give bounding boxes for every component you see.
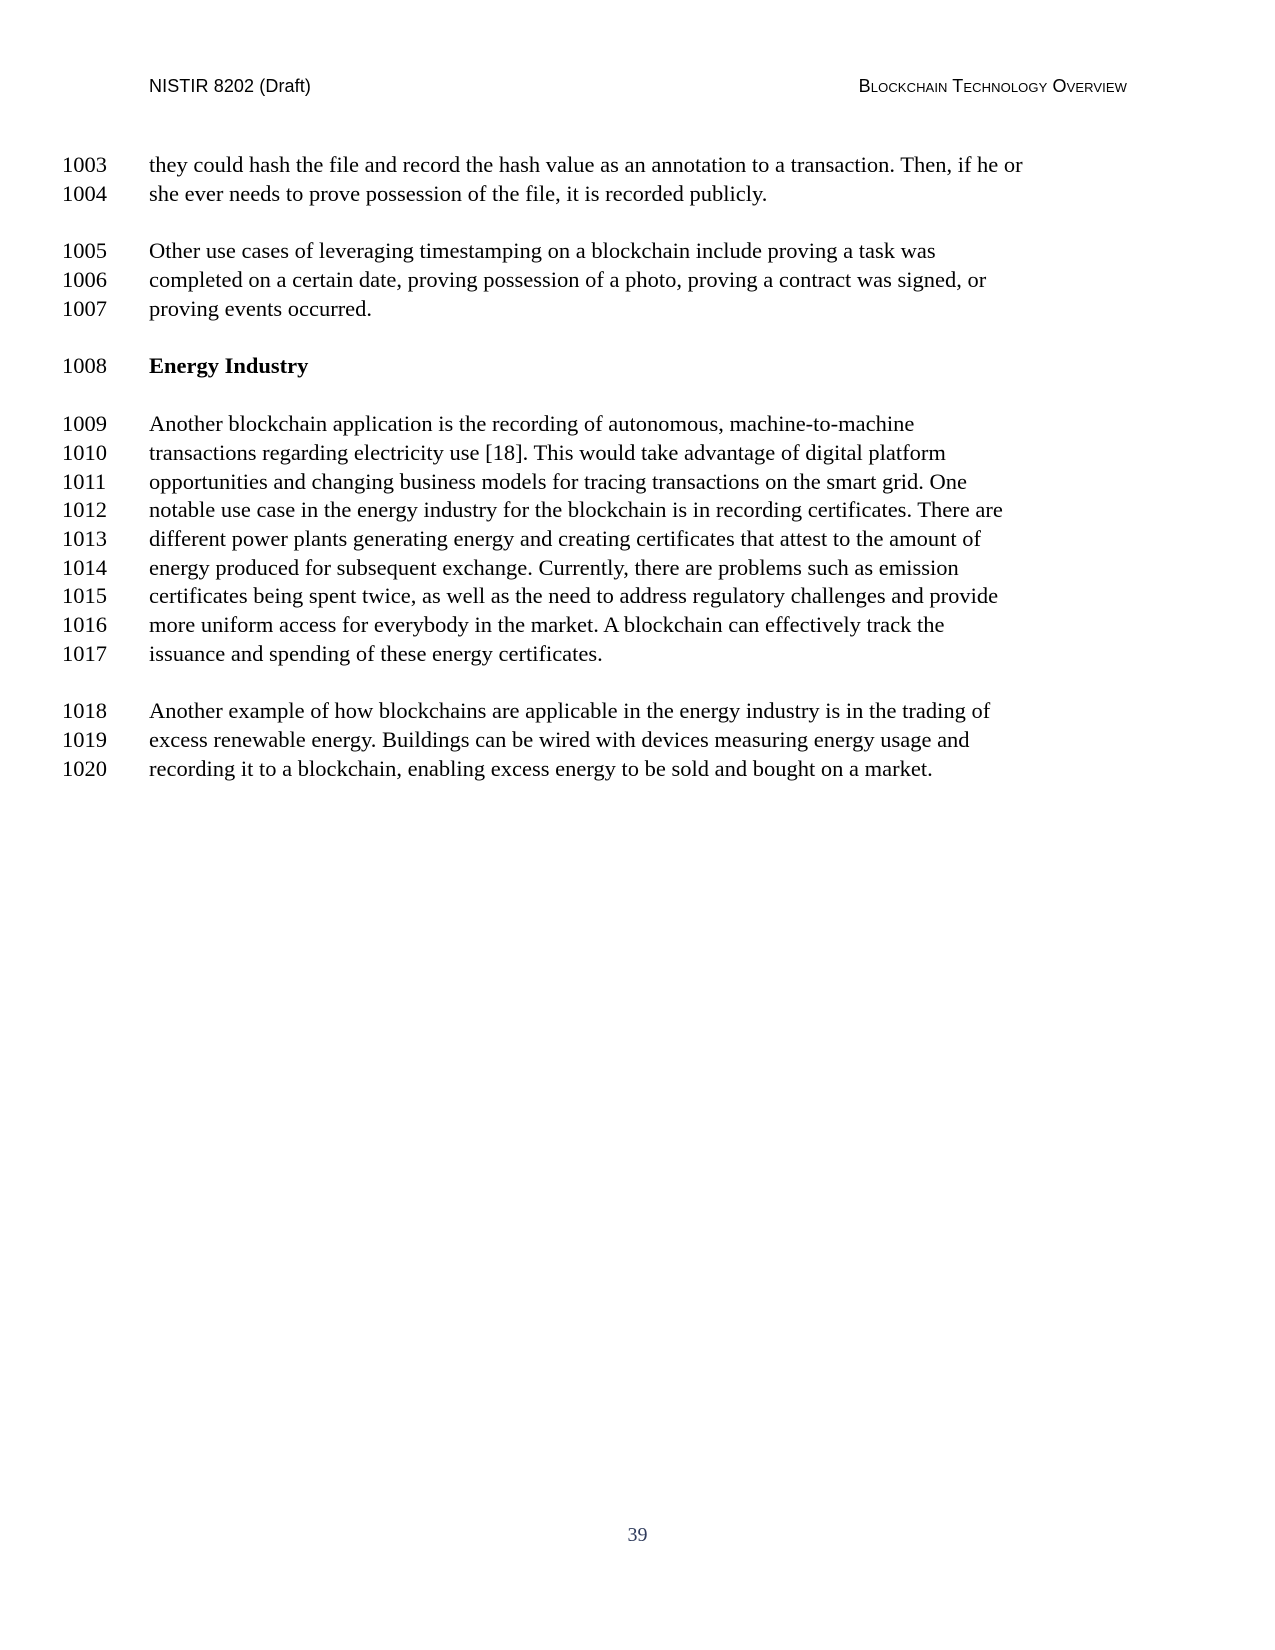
text-line xyxy=(0,697,1275,726)
section-heading xyxy=(0,352,1275,381)
text-line xyxy=(0,151,1275,180)
text-line xyxy=(0,726,1275,755)
line-text: Another example of how blockchains are applicable in the energy industry is in the trading of xyxy=(149,698,991,724)
line-number: 1013 xyxy=(62,525,107,551)
line-text: opportunities and changing business models for tracing transactions on the smart grid. One xyxy=(149,468,967,494)
line-number: 1015 xyxy=(62,583,107,609)
text-line xyxy=(0,554,1275,583)
line-number: 1006 xyxy=(62,267,107,293)
text-line xyxy=(0,755,1275,784)
line-number: 1018 xyxy=(62,698,107,724)
line-text: certificates being spent twice, as well as the need to address regulatory challenges and provide xyxy=(149,583,999,609)
text-line xyxy=(0,582,1275,611)
text-line xyxy=(0,525,1275,554)
text-line xyxy=(0,611,1275,640)
line-number: 1004 xyxy=(62,180,107,206)
page-number: 39 xyxy=(627,1524,648,1546)
text-line xyxy=(0,266,1275,295)
line-number: 1010 xyxy=(62,439,107,465)
document-id: NISTIR 8202 (Draft) xyxy=(149,76,311,96)
line-text: she ever needs to prove possession of the file, it is recorded publicly. xyxy=(149,180,768,206)
line-number: 1019 xyxy=(62,727,107,752)
text-line xyxy=(0,295,1275,324)
text-line xyxy=(0,496,1275,525)
text-line xyxy=(0,180,1275,209)
line-text: more uniform access for everybody in the market. A blockchain can effectively track the xyxy=(149,611,945,637)
line-number: 1003 xyxy=(62,152,107,177)
text-line xyxy=(0,468,1275,497)
text-line xyxy=(0,237,1275,266)
line-text: different power plants generating energy and creating certificates that attest to the amount of xyxy=(149,525,981,551)
paragraph xyxy=(0,237,1275,323)
text-line xyxy=(0,352,1275,381)
paragraph xyxy=(0,697,1275,783)
line-text: Another blockchain application is the recording of autonomous, machine-to-machine xyxy=(149,411,915,437)
text-line xyxy=(0,640,1275,669)
line-number: 1014 xyxy=(62,554,107,580)
text-line xyxy=(0,410,1275,439)
line-text: proving events occurred. xyxy=(149,295,373,321)
line-number: 1012 xyxy=(62,497,107,523)
document-title: Blockchain Technology Overview xyxy=(858,76,1127,96)
document-body xyxy=(0,151,1275,812)
line-text: Other use cases of leveraging timestamping on a blockchain include proving a task was xyxy=(149,238,936,264)
line-text: recording it to a blockchain, enabling excess energy to be sold and bought on a market. xyxy=(149,755,933,781)
line-number: 1017 xyxy=(62,640,107,666)
text-line xyxy=(0,439,1275,468)
line-text: they could hash the file and record the hash value as an annotation to a transaction. Then, if he or xyxy=(149,152,1023,177)
line-text: excess renewable energy. Buildings can be wired with devices measuring energy usage and xyxy=(149,727,970,752)
line-number: 1007 xyxy=(62,295,107,321)
line-text: notable use case in the energy industry for the blockchain is in recording certificates. There are xyxy=(149,497,1003,523)
line-number: 1005 xyxy=(62,238,107,264)
line-number: 1008 xyxy=(62,353,107,379)
line-text: completed on a certain date, proving possession of a photo, proving a contract was signed, or xyxy=(149,267,987,293)
line-number: 1009 xyxy=(62,411,107,437)
page-header xyxy=(149,72,1127,102)
heading-text: Energy Industry xyxy=(149,353,309,379)
line-number: 1016 xyxy=(62,611,107,637)
line-text: transactions regarding electricity use [18]. This would take advantage of digital platform xyxy=(149,439,946,465)
line-text: issuance and spending of these energy certificates. xyxy=(149,640,603,666)
paragraph xyxy=(0,410,1275,668)
line-number: 1020 xyxy=(62,755,107,781)
line-number: 1011 xyxy=(62,468,107,494)
paragraph xyxy=(0,151,1275,208)
line-text: energy produced for subsequent exchange. Currently, there are problems such as emission xyxy=(149,554,959,580)
